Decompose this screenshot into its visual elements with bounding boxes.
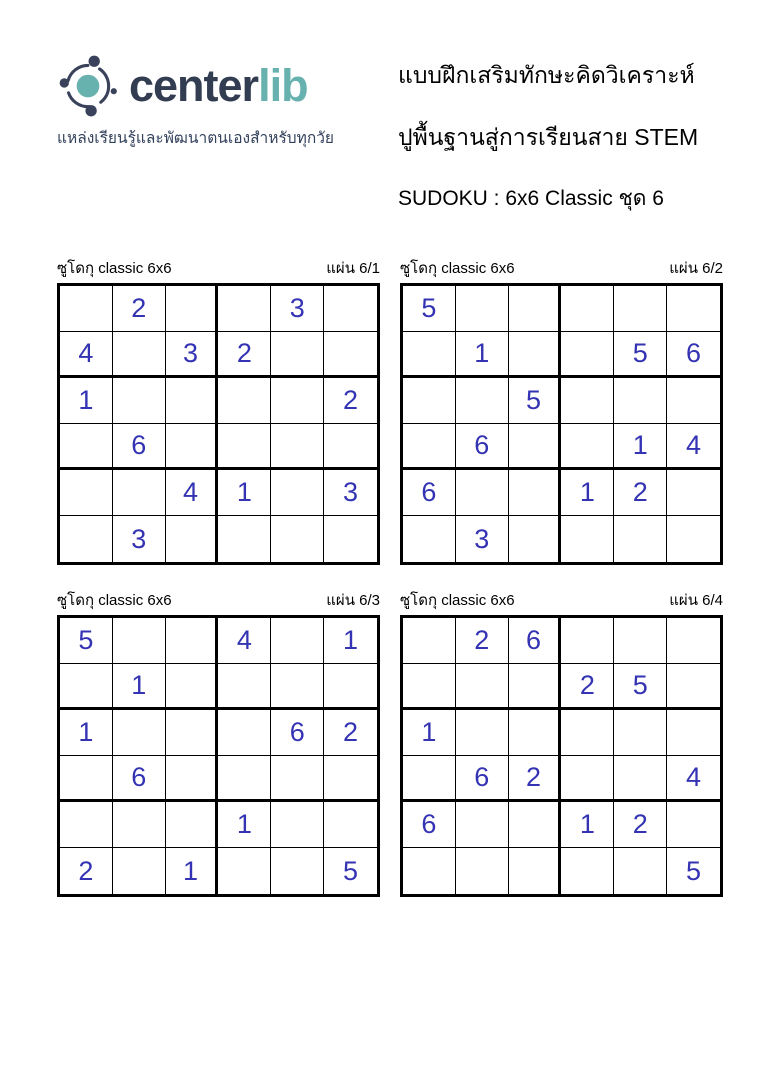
- sudoku-cell: 2: [324, 710, 377, 756]
- sudoku-cell: [271, 618, 324, 664]
- sudoku-cell: [166, 664, 219, 710]
- sudoku-cell: [113, 378, 166, 424]
- sudoku-cell: 6: [113, 756, 166, 802]
- sudoku-cell: 2: [60, 848, 113, 894]
- sudoku-cell: [218, 424, 271, 470]
- sudoku-cell: [667, 286, 720, 332]
- sudoku-cell: 3: [113, 516, 166, 562]
- sudoku-cell: [403, 848, 456, 894]
- sudoku-cell: 6: [667, 332, 720, 378]
- sudoku-cell: [561, 618, 614, 664]
- sudoku-cell: 4: [166, 470, 219, 516]
- sudoku-cell: [561, 710, 614, 756]
- sudoku-cell: 2: [456, 618, 509, 664]
- sudoku-cell: [166, 802, 219, 848]
- sudoku-cell: [60, 756, 113, 802]
- sudoku-cell: [271, 848, 324, 894]
- sudoku-cell: 4: [667, 756, 720, 802]
- sudoku-cell: 2: [113, 286, 166, 332]
- puzzle-label: ซูโดกุ classic 6x6: [400, 260, 515, 277]
- sudoku-cell: [218, 848, 271, 894]
- sudoku-cell: 4: [218, 618, 271, 664]
- sudoku-cell: 6: [403, 470, 456, 516]
- sudoku-cell: 1: [218, 470, 271, 516]
- sudoku-cell: [218, 286, 271, 332]
- sudoku-cell: [456, 378, 509, 424]
- sudoku-grid: [57, 283, 380, 565]
- sudoku-cell: [509, 802, 562, 848]
- sudoku-cell: 2: [509, 756, 562, 802]
- sudoku-cell: [60, 424, 113, 470]
- sudoku-cell: [667, 378, 720, 424]
- worksheet-title-line3: SUDOKU : 6x6 Classic ชุด 6: [398, 187, 664, 210]
- sudoku-cell: [561, 424, 614, 470]
- puzzle-card-3: [57, 588, 380, 897]
- sudoku-cell: 1: [456, 332, 509, 378]
- sudoku-cell: [166, 710, 219, 756]
- sudoku-cell: [561, 378, 614, 424]
- centerlib-logo-icon: [55, 52, 121, 118]
- sudoku-cell: 2: [218, 332, 271, 378]
- sudoku-cell: [614, 516, 667, 562]
- sudoku-cell: 1: [60, 378, 113, 424]
- sudoku-cell: 1: [561, 470, 614, 516]
- sudoku-cell: [403, 378, 456, 424]
- sudoku-cell: 5: [686, 855, 702, 886]
- sudoku-cell: [166, 424, 219, 470]
- sudoku-cell: [509, 848, 562, 894]
- sudoku-cell: 3: [456, 516, 509, 562]
- sudoku-cell: 6: [456, 756, 509, 802]
- sudoku-cell: [456, 286, 509, 332]
- sudoku-cell: [456, 802, 509, 848]
- sudoku-cell: [113, 848, 166, 894]
- sudoku-cell: [403, 618, 456, 664]
- puzzle-label: ซูโดกุ classic 6x6: [57, 592, 172, 609]
- sudoku-cell: [324, 424, 377, 470]
- sudoku-cell: [271, 664, 324, 710]
- sudoku-cell: [166, 618, 219, 664]
- sudoku-cell: [324, 516, 377, 562]
- sudoku-cell: [60, 802, 113, 848]
- sudoku-cell: 1: [218, 802, 271, 848]
- sudoku-cell: [614, 848, 667, 894]
- sudoku-cell: [271, 516, 324, 562]
- sudoku-cell: 2: [324, 378, 377, 424]
- sudoku-cell: [509, 664, 562, 710]
- sudoku-cell: [271, 756, 324, 802]
- sudoku-cell: 2: [614, 802, 667, 848]
- sudoku-cell: [509, 332, 562, 378]
- sudoku-cell: [166, 286, 219, 332]
- sudoku-cell: 4: [667, 424, 720, 470]
- sudoku-grid: [57, 615, 380, 897]
- sudoku-cell: [218, 516, 271, 562]
- sudoku-cell: 5: [509, 378, 562, 424]
- sudoku-cell: 2: [614, 470, 667, 516]
- sudoku-cell: 1: [403, 710, 456, 756]
- sudoku-cell: [456, 470, 509, 516]
- sudoku-cell: [218, 378, 271, 424]
- sheet-label: แผ่น 6/4: [669, 592, 723, 609]
- logo-tagline: แหล่งเรียนรู้และพัฒนาตนเองสำหรับทุกวัย: [57, 130, 335, 147]
- sudoku-cell: 5: [614, 332, 667, 378]
- puzzle-label: ซูโดกุ classic 6x6: [57, 260, 172, 277]
- sudoku-cell: [403, 756, 456, 802]
- sudoku-cell: [271, 802, 324, 848]
- sudoku-cell: [561, 848, 614, 894]
- sudoku-cell: [113, 470, 166, 516]
- sudoku-cell: [509, 470, 562, 516]
- sudoku-cell: [403, 332, 456, 378]
- brand-wordmark: [129, 59, 308, 111]
- sudoku-cell: 5: [60, 618, 113, 664]
- sudoku-cell: [509, 516, 562, 562]
- sudoku-cell: [113, 332, 166, 378]
- sudoku-cell: [60, 664, 113, 710]
- sudoku-cell: [218, 710, 271, 756]
- sudoku-cell: [403, 664, 456, 710]
- sudoku-cell: [509, 286, 562, 332]
- sudoku-cell: [667, 710, 720, 756]
- sudoku-grid: [400, 283, 723, 565]
- sudoku-cell: [324, 756, 377, 802]
- sudoku-grid: [400, 615, 723, 897]
- sudoku-cell: 3: [324, 470, 377, 516]
- sudoku-cell: [166, 378, 219, 424]
- sudoku-cell: [561, 756, 614, 802]
- sudoku-cell: [113, 618, 166, 664]
- sudoku-cell: [561, 516, 614, 562]
- sudoku-cell: 1: [614, 424, 667, 470]
- sudoku-cell: [113, 802, 166, 848]
- sheet-label: แผ่น 6/3: [326, 592, 380, 609]
- sudoku-cell: [561, 286, 614, 332]
- sudoku-cell: 6: [403, 802, 456, 848]
- sudoku-cell: 6: [113, 424, 166, 470]
- sudoku-cell: 3: [271, 286, 324, 332]
- sudoku-cell: [667, 516, 720, 562]
- worksheet-title-line1: แบบฝึกเสริมทักษะคิดวิเคราะห์: [398, 62, 695, 88]
- sudoku-cell: [614, 286, 667, 332]
- sheet-label: แผ่น 6/2: [669, 260, 723, 277]
- sheet-label: แผ่น 6/1: [326, 260, 380, 277]
- sudoku-cell: [271, 332, 324, 378]
- sudoku-cell: [667, 802, 720, 848]
- logo: [55, 52, 334, 150]
- sudoku-cell: [614, 710, 667, 756]
- sudoku-cell: 6: [271, 710, 324, 756]
- sudoku-cell: [614, 756, 667, 802]
- sudoku-cell: 6: [509, 618, 562, 664]
- sudoku-cell: [561, 332, 614, 378]
- sudoku-cell: [166, 516, 219, 562]
- sudoku-cell: [271, 470, 324, 516]
- sudoku-cell: 6: [456, 424, 509, 470]
- sudoku-cell: [667, 470, 720, 516]
- sudoku-cell: 5: [343, 855, 359, 886]
- sudoku-cell: [324, 286, 377, 332]
- sudoku-cell: [324, 332, 377, 378]
- puzzle-label: ซูโดกุ classic 6x6: [400, 592, 515, 609]
- sudoku-cell: [456, 848, 509, 894]
- sudoku-cell: [509, 424, 562, 470]
- sudoku-cell: [667, 664, 720, 710]
- sudoku-cell: 5: [403, 286, 456, 332]
- sudoku-cell: [271, 424, 324, 470]
- puzzle-card-2: [400, 256, 723, 565]
- sudoku-cell: 1: [60, 710, 113, 756]
- sudoku-cell: 1: [324, 618, 377, 664]
- sudoku-cell: 1: [113, 664, 166, 710]
- sudoku-cell: [403, 424, 456, 470]
- sudoku-cell: 5: [614, 664, 667, 710]
- sudoku-cell: [324, 802, 377, 848]
- sudoku-cell: [60, 470, 113, 516]
- sudoku-cell: [614, 378, 667, 424]
- sudoku-cell: [667, 618, 720, 664]
- sudoku-cell: [218, 664, 271, 710]
- sudoku-cell: [456, 664, 509, 710]
- worksheet-title-line2: ปูพื้นฐานสู่การเรียนสาย STEM: [398, 124, 699, 150]
- brand-primary: center: [129, 59, 259, 111]
- sudoku-cell: 1: [561, 802, 614, 848]
- sudoku-cell: [509, 710, 562, 756]
- sudoku-cell: [218, 756, 271, 802]
- brand-secondary: lib: [258, 59, 308, 111]
- sudoku-cell: 1: [166, 848, 219, 894]
- sudoku-cell: [166, 756, 219, 802]
- sudoku-cell: [113, 710, 166, 756]
- sudoku-cell: [60, 286, 113, 332]
- sudoku-cell: [403, 516, 456, 562]
- sudoku-cell: 2: [561, 664, 614, 710]
- sudoku-cell: [614, 618, 667, 664]
- sudoku-cell: [456, 710, 509, 756]
- worksheet-titles: [398, 58, 698, 215]
- sudoku-cell: [271, 378, 324, 424]
- sudoku-cell: [60, 516, 113, 562]
- sudoku-cell: 4: [60, 332, 113, 378]
- puzzle-card-4: [400, 588, 723, 897]
- sudoku-cell: 3: [166, 332, 219, 378]
- sudoku-cell: [324, 664, 377, 710]
- puzzle-card-1: [57, 256, 380, 565]
